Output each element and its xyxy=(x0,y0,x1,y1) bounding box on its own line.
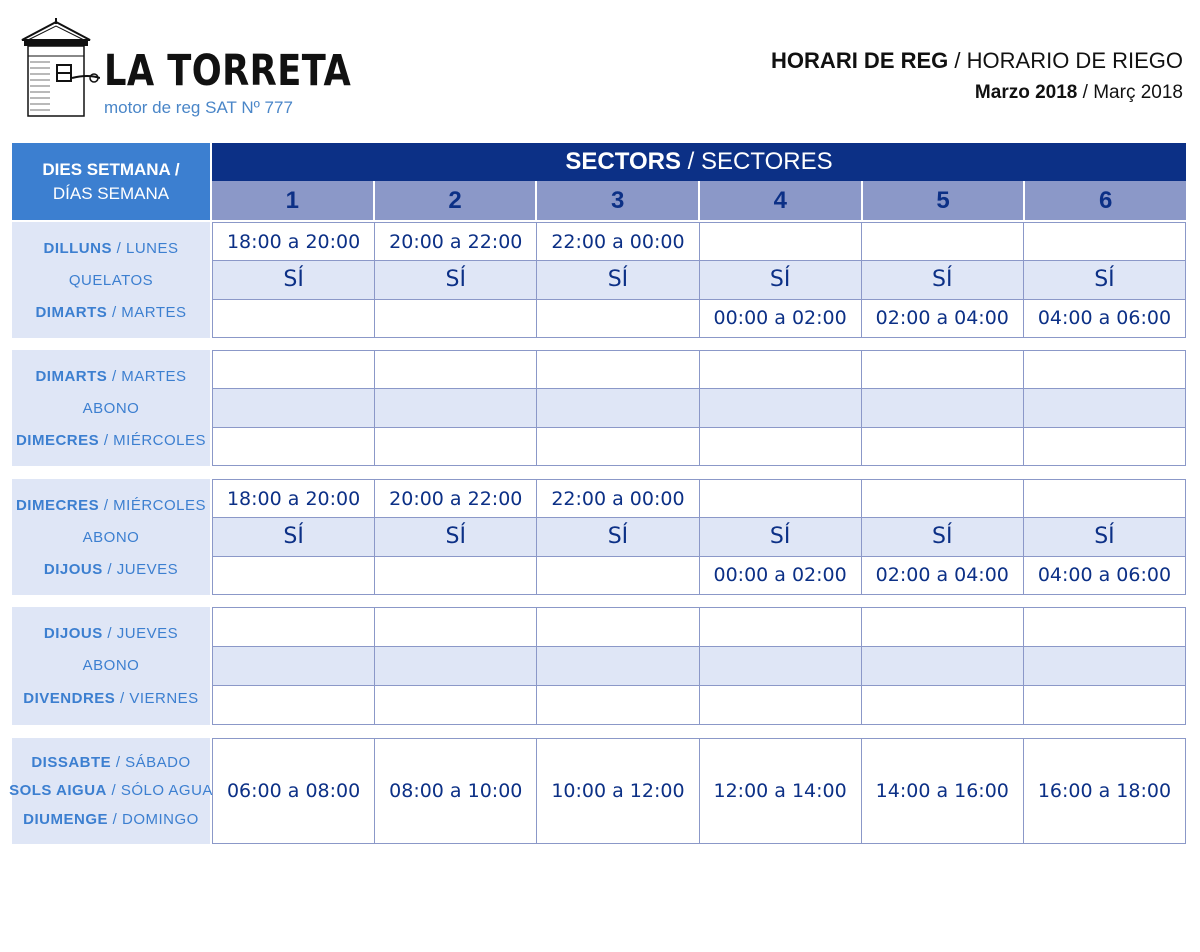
schedule-group xyxy=(12,607,1186,725)
table-row xyxy=(213,739,1185,843)
sector-numbers-row xyxy=(212,181,1186,220)
sector-number: 2 xyxy=(373,181,536,220)
schedule-group xyxy=(12,350,1186,466)
table-cell xyxy=(861,480,1023,517)
schedule-group xyxy=(9,738,1186,844)
table-cell: 02:00 a 04:00 xyxy=(861,557,1023,594)
table-cell: SÍ xyxy=(861,518,1023,555)
table-cell: 04:00 a 06:00 xyxy=(1023,557,1185,594)
table-cell xyxy=(374,647,536,685)
table-cell xyxy=(699,351,861,388)
table-cell: 20:00 a 22:00 xyxy=(374,480,536,517)
table-cell xyxy=(536,389,698,426)
sector-number: 4 xyxy=(698,181,861,220)
table-cell: 16:00 a 18:00 xyxy=(1023,739,1185,843)
sector-number: 3 xyxy=(535,181,698,220)
table-cell: SÍ xyxy=(536,518,698,555)
day-labels xyxy=(12,607,210,725)
table-cell xyxy=(699,389,861,426)
table-cell xyxy=(699,686,861,724)
table-row xyxy=(213,427,1185,465)
table-row xyxy=(213,556,1185,594)
table-row xyxy=(213,608,1185,646)
table-cell xyxy=(1023,608,1185,646)
table-cell: 02:00 a 04:00 xyxy=(861,300,1023,337)
day-label: DIVENDRES / VIERNES xyxy=(23,690,199,708)
treatment-label: QUELATOS xyxy=(68,271,154,289)
table-cell: SÍ xyxy=(699,261,861,298)
table-cell xyxy=(1023,223,1185,260)
table-cell: 10:00 a 12:00 xyxy=(536,739,698,843)
table-row xyxy=(213,388,1185,426)
table-cell: SÍ xyxy=(283,267,304,293)
table-cell xyxy=(1023,480,1185,517)
schedule-group xyxy=(12,222,1186,338)
table-cell xyxy=(374,557,536,594)
table-cell xyxy=(213,428,374,465)
table-cell xyxy=(213,351,374,388)
table-row xyxy=(213,260,1185,298)
brand-logo xyxy=(14,18,352,122)
sectors-header: SECTORS / SECTORES xyxy=(212,143,1186,181)
table-row xyxy=(213,646,1185,685)
table-cell xyxy=(536,351,698,388)
table-cell xyxy=(213,557,374,594)
schedule-group xyxy=(12,479,1186,595)
table-cell xyxy=(699,608,861,646)
day-label: DILLUNS / LUNES xyxy=(43,239,179,257)
days-column-header: DIES SETMANA / DÍAS SEMANA xyxy=(12,143,210,220)
table-cell: 14:00 a 16:00 xyxy=(861,739,1023,843)
day-label: DIUMENGE / DOMINGO xyxy=(23,811,199,829)
day-label: DIMECRES / MIÉRCOLES xyxy=(15,496,207,514)
sector-number: 6 xyxy=(1023,181,1186,220)
schedule-grid xyxy=(212,738,1186,844)
table-cell: 22:00 a 00:00 xyxy=(536,223,698,260)
table-cell xyxy=(1023,686,1185,724)
table-cell xyxy=(374,686,536,724)
table-cell xyxy=(861,389,1023,426)
table-cell xyxy=(699,647,861,685)
table-cell xyxy=(1023,647,1185,685)
tower-building-icon xyxy=(14,18,100,118)
table-row xyxy=(213,517,1185,555)
schedule-grid xyxy=(212,479,1186,595)
day-labels xyxy=(12,222,210,338)
schedule-grid xyxy=(212,222,1186,338)
table-cell xyxy=(374,300,536,337)
table-cell xyxy=(861,647,1023,685)
table-cell: 04:00 a 06:00 xyxy=(1023,300,1185,337)
brand-name: LA TORRETA xyxy=(104,46,352,96)
table-cell: SÍ xyxy=(1023,518,1185,555)
table-cell: SÍ xyxy=(699,518,861,555)
treatment-label: ABONO xyxy=(82,528,140,546)
table-cell xyxy=(213,389,374,426)
table-row xyxy=(213,299,1185,337)
table-cell xyxy=(699,428,861,465)
day-labels xyxy=(9,738,213,844)
table-cell xyxy=(861,428,1023,465)
day-label: DIMARTS / MARTES xyxy=(35,367,187,385)
day-labels xyxy=(12,350,210,466)
table-cell: 18:00 a 20:00 xyxy=(226,487,361,510)
table-cell xyxy=(213,686,374,724)
table-cell: 06:00 a 08:00 xyxy=(226,780,361,802)
document-date: Marzo 2018 / Març 2018 xyxy=(974,82,1183,103)
table-cell xyxy=(1023,389,1185,426)
table-cell xyxy=(536,557,698,594)
treatment-label: ABONO xyxy=(82,399,140,417)
table-cell xyxy=(213,300,374,337)
day-labels xyxy=(12,479,210,595)
table-cell xyxy=(536,608,698,646)
table-cell xyxy=(374,351,536,388)
table-cell: 00:00 a 02:00 xyxy=(699,300,861,337)
table-cell xyxy=(861,608,1023,646)
table-row xyxy=(213,685,1185,724)
table-cell xyxy=(1023,351,1185,388)
table-cell: 18:00 a 20:00 xyxy=(226,230,361,253)
table-cell xyxy=(861,686,1023,724)
schedule-grid xyxy=(212,607,1186,725)
treatment-label: SOLS AIGUA / SÓLO AGUA xyxy=(9,782,213,800)
table-cell xyxy=(861,223,1023,260)
table-cell: 08:00 a 10:00 xyxy=(374,739,536,843)
table-row xyxy=(213,223,1185,260)
table-cell xyxy=(1023,428,1185,465)
table-cell: 20:00 a 22:00 xyxy=(374,223,536,260)
table-cell xyxy=(213,608,374,646)
table-cell xyxy=(699,480,861,517)
table-cell xyxy=(536,686,698,724)
sector-number: 1 xyxy=(212,181,373,220)
table-cell: SÍ xyxy=(374,261,536,298)
table-cell xyxy=(536,647,698,685)
day-label: DIJOUS / JUEVES xyxy=(43,560,179,578)
table-cell xyxy=(536,428,698,465)
table-cell: SÍ xyxy=(374,518,536,555)
table-cell: SÍ xyxy=(283,524,304,550)
table-cell: 00:00 a 02:00 xyxy=(699,557,861,594)
table-cell xyxy=(213,647,374,685)
table-cell xyxy=(861,351,1023,388)
day-label: DIJOUS / JUEVES xyxy=(43,624,179,642)
table-cell: SÍ xyxy=(861,261,1023,298)
table-row xyxy=(213,480,1185,517)
table-cell: SÍ xyxy=(1023,261,1185,298)
table-cell xyxy=(374,608,536,646)
table-row xyxy=(213,351,1185,388)
table-cell: 22:00 a 00:00 xyxy=(536,480,698,517)
day-label: DIMARTS / MARTES xyxy=(35,303,187,321)
table-cell xyxy=(374,389,536,426)
treatment-label: ABONO xyxy=(82,657,140,675)
schedule-grid xyxy=(212,350,1186,466)
sector-number: 5 xyxy=(861,181,1024,220)
document-title: HORARI DE REG / HORARIO DE RIEGO xyxy=(771,48,1183,73)
day-label: DIMECRES / MIÉRCOLES xyxy=(15,431,207,449)
table-cell: 12:00 a 14:00 xyxy=(699,739,861,843)
table-cell xyxy=(374,428,536,465)
brand-subtitle: motor de reg SAT Nº 777 xyxy=(104,98,293,117)
day-label: DISSABTE / SÁBADO xyxy=(31,753,191,771)
table-cell: SÍ xyxy=(536,261,698,298)
table-cell xyxy=(536,300,698,337)
table-cell xyxy=(699,223,861,260)
